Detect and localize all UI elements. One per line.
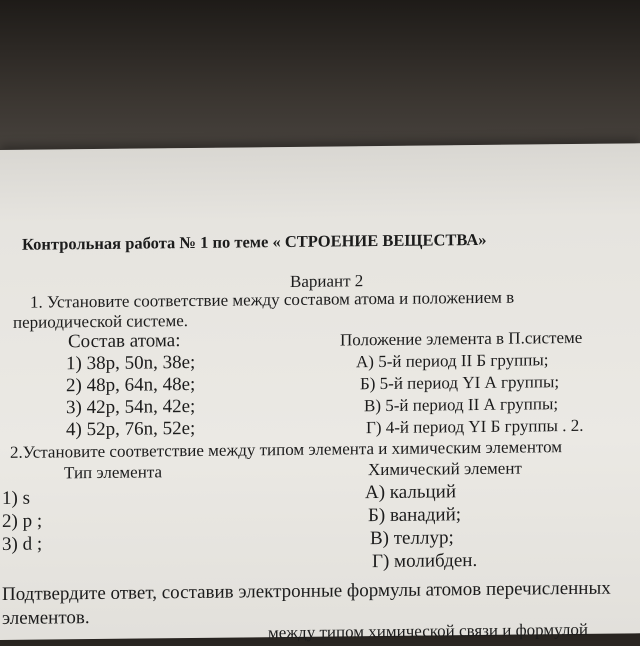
- task1-right-item-c: В) 5-й период II А группы;: [364, 394, 559, 416]
- task1-left-item-4: 4) 52p, 76n, 52e;: [66, 417, 196, 441]
- document-title: Контрольная работа № 1 по теме « СТРОЕНИЕ ВЕЩЕСТВА»: [22, 229, 487, 254]
- task2-right-item-d: Г) молибден.: [372, 550, 478, 573]
- task2-left-item-1: 1) s: [2, 487, 30, 509]
- task1-left-item-1: 1) 38p, 50n, 38e;: [66, 351, 196, 375]
- task1-text-line2: периодической системе.: [13, 311, 189, 332]
- footer-line1: Подтвердите ответ, составив электронные формулы атомов перечисленных: [2, 577, 611, 605]
- task2-text-line1: 2.Установите соответствие между типом элемента и химическим элементом: [10, 437, 563, 462]
- task2-left-header: Тип элемента: [64, 462, 163, 483]
- task1-left-header: Состав атома:: [68, 330, 181, 353]
- task2-right-item-c: В) теллур;: [370, 527, 454, 550]
- task1-right-item-d: Г) 4-й период YI Б группы . 2.: [366, 415, 584, 438]
- task1-right-item-a: А) 5-й период II Б группы;: [356, 350, 549, 372]
- task1-left-item-3: 3) 42p, 54n, 42e;: [66, 395, 196, 419]
- background-dark: [0, 0, 640, 165]
- task2-right-item-a: А) кальций: [365, 481, 456, 504]
- footer-line3-partial: между типом химической связи и формулой: [268, 619, 588, 643]
- task2-right-item-b: Б) ванадий;: [368, 504, 462, 527]
- task1-right-header: Положение элемента в П.системе: [340, 327, 583, 350]
- task2-left-item-2: 2) p ;: [2, 510, 43, 532]
- footer-line2: элементов.: [2, 607, 90, 629]
- paper-sheet: [0, 143, 640, 643]
- task1-left-item-2: 2) 48p, 64n, 48e;: [66, 373, 196, 397]
- task1-text-line1: 1. Установите соответствие между составом атома и положением в: [30, 287, 515, 312]
- task2-left-item-3: 3) d ;: [2, 533, 43, 555]
- task2-right-header: Химический элемент: [368, 458, 522, 480]
- variant-label: Вариант 2: [290, 271, 364, 291]
- task1-right-item-b: Б) 5-й период YI А группы;: [360, 372, 560, 394]
